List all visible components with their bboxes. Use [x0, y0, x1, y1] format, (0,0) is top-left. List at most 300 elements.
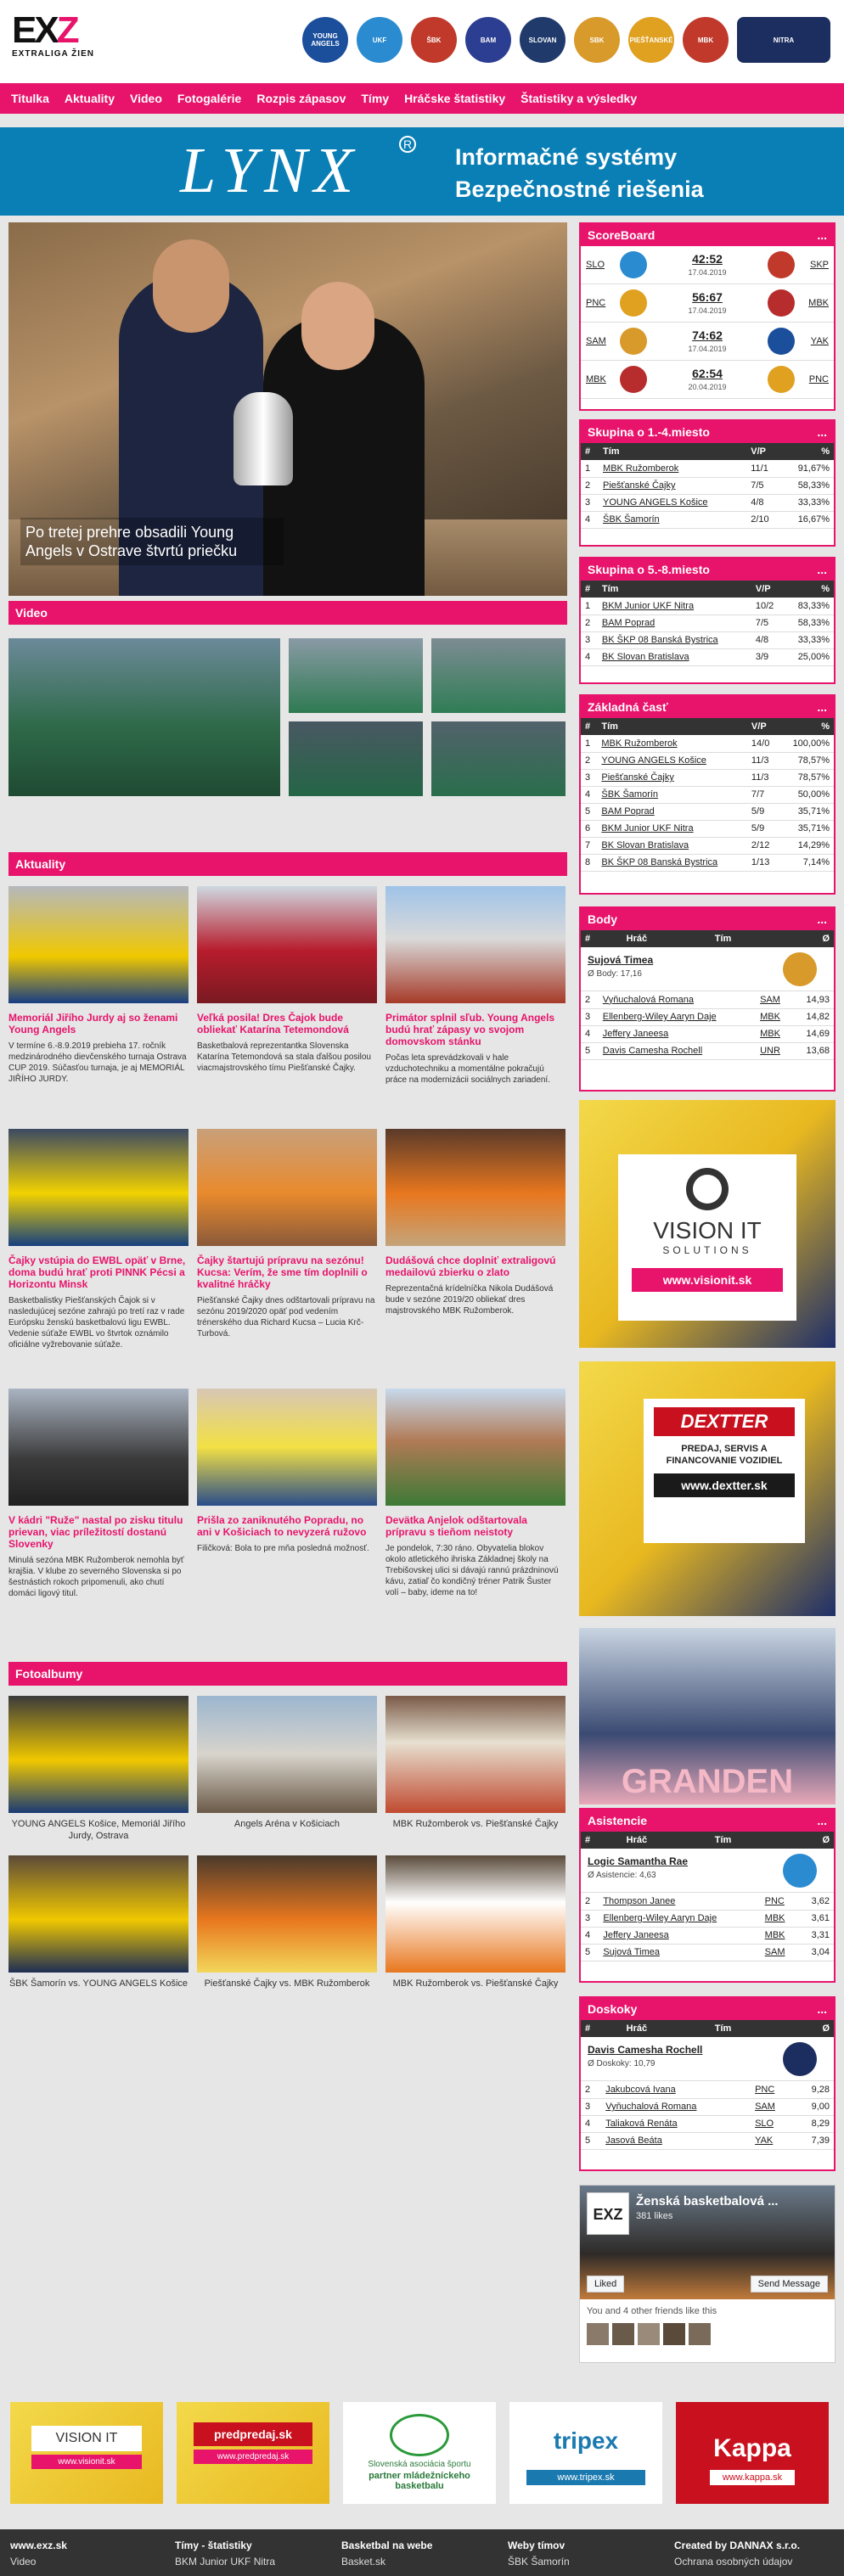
- leader-name[interactable]: Logic Samantha Rae: [588, 1855, 689, 1867]
- footer-col: [508, 2540, 570, 2568]
- team-link[interactable]: ŠBK Šamorín: [599, 511, 746, 528]
- album-item[interactable]: [385, 1855, 565, 1990]
- cell: 3,31: [798, 1927, 834, 1944]
- album-title[interactable]: Piešťanské Čajky vs. MBK Ružomberok: [204, 1978, 370, 1989]
- score[interactable]: 62:54: [692, 367, 723, 380]
- team-link[interactable]: BAM Poprad: [598, 615, 751, 631]
- leader-stat: Ø Doskoky: 10,79: [588, 2059, 656, 2068]
- avatar[interactable]: [689, 2323, 711, 2345]
- album-title[interactable]: MBK Ružomberok vs. Piešťanské Čajky: [392, 1978, 559, 1989]
- player-link[interactable]: Taliaková Renáta: [601, 2115, 751, 2132]
- col-team: Tím: [711, 930, 786, 947]
- news-title[interactable]: Primátor splnil sľub. Young Angels budú hrať zápasy vo svojom domovskom stánku: [385, 1012, 555, 1047]
- col-player: Hráč: [622, 930, 711, 947]
- team-link[interactable]: MBK Ružomberok: [597, 735, 747, 752]
- col-vp: V/P: [747, 718, 779, 735]
- player-link[interactable]: Sujová Timea: [599, 1944, 760, 1961]
- cell: 4/8: [751, 631, 785, 648]
- cell: 25,00%: [785, 648, 834, 665]
- team-link[interactable]: SAM: [751, 2098, 794, 2115]
- score-cell: [647, 252, 768, 278]
- nav-hracske-statistiky[interactable]: Hráčske štatistiky: [404, 92, 506, 105]
- table-row: [581, 648, 834, 665]
- player-link[interactable]: Thompson Janee: [599, 1893, 760, 1910]
- logo-subtitle: EXTRALIGA ŽIEN: [12, 49, 94, 59]
- team-logo: [783, 1854, 817, 1888]
- table-row: [581, 786, 834, 803]
- cell: 4: [581, 1927, 599, 1944]
- home-team[interactable]: PNC: [586, 298, 606, 308]
- cell: 11/3: [747, 752, 779, 769]
- col-num: #: [581, 443, 599, 460]
- album-item[interactable]: [197, 1696, 377, 1830]
- cell: 7,14%: [779, 854, 834, 871]
- news-item[interactable]: [8, 886, 188, 1085]
- leader-name[interactable]: Sujová Timea: [588, 954, 654, 966]
- footer-link[interactable]: Ochrana osobných údajov: [674, 2556, 793, 2568]
- news-item[interactable]: [197, 1129, 377, 1339]
- cell: 14/0: [747, 735, 779, 752]
- scoreboard-header: [581, 224, 834, 246]
- video-thumb[interactable]: [289, 721, 423, 796]
- club-logo-sbk[interactable]: ŠBK: [411, 17, 457, 63]
- footer-col-title[interactable]: Weby tímov: [508, 2540, 565, 2551]
- standings-table: [581, 581, 834, 666]
- score[interactable]: 56:67: [692, 290, 723, 304]
- logo-mark: EXZ: [12, 9, 77, 51]
- widget-more[interactable]: ...: [817, 700, 827, 714]
- footer-link[interactable]: Basket.sk: [341, 2556, 386, 2568]
- cell: 3: [581, 1910, 599, 1927]
- cell: 3/9: [751, 648, 785, 665]
- banner-line2: Bezpečnostné riešenia: [455, 177, 704, 202]
- away-team[interactable]: SKP: [809, 260, 829, 270]
- footer-col: [341, 2540, 432, 2568]
- col-team: Tím: [597, 718, 747, 735]
- widget-more[interactable]: ...: [817, 563, 827, 576]
- widget-more[interactable]: ...: [817, 912, 827, 926]
- table-row: [581, 752, 834, 769]
- news-text: Filičková: Bola to pre mňa posledná možnosť.: [197, 1544, 369, 1553]
- footer-ad-sport[interactable]: [343, 2402, 496, 2504]
- team-link[interactable]: PNC: [751, 2081, 794, 2098]
- cell: 4: [581, 511, 599, 528]
- nav-rozpis[interactable]: Rozpis zápasov: [256, 92, 346, 105]
- cell: 3: [581, 2098, 601, 2115]
- banner-line1: Informačné systémy: [455, 144, 678, 170]
- vision-it-brand: VISION IT: [653, 1217, 762, 1243]
- album-image[interactable]: [197, 1696, 377, 1813]
- home-team[interactable]: SLO: [586, 260, 605, 270]
- news-title[interactable]: Čajky vstúpia do EWBL opäť v Brne, doma budú hrať proti PINNK Pécsi a Horizontu Minsk: [8, 1254, 186, 1290]
- album-item[interactable]: [385, 1696, 565, 1830]
- avatar[interactable]: [587, 2323, 609, 2345]
- footer-ad-predpredaj[interactable]: [177, 2402, 329, 2504]
- team-link[interactable]: BK Slovan Bratislava: [598, 648, 751, 665]
- album-item[interactable]: [197, 1855, 377, 1990]
- team-link[interactable]: MBK: [756, 1008, 793, 1025]
- album-image[interactable]: [197, 1855, 377, 1973]
- video-thumb[interactable]: [431, 638, 565, 713]
- game-date: 17.04.2019: [688, 306, 727, 315]
- cell: 6: [581, 820, 597, 837]
- club-logo-ukf[interactable]: UKF: [357, 17, 402, 63]
- cell: 3: [581, 769, 597, 786]
- regular-season-widget: [579, 694, 836, 895]
- table-row: [581, 631, 834, 648]
- team-link[interactable]: Piešťanské Čajky: [597, 769, 747, 786]
- footer-ad-kappa[interactable]: [676, 2402, 829, 2504]
- table-row: [581, 2132, 834, 2149]
- news-item[interactable]: [197, 886, 377, 1074]
- news-title[interactable]: Devätka Anjelok odštartovala prípravu s tieňom neistoty: [385, 1514, 527, 1538]
- table-row: [581, 477, 834, 494]
- club-logo-mbk[interactable]: MBK: [683, 17, 729, 63]
- hero-slide[interactable]: [8, 222, 567, 596]
- album-image[interactable]: [8, 1696, 188, 1813]
- dextter-ad[interactable]: [579, 1361, 836, 1616]
- album-title[interactable]: ŠBK Šamorín vs. YOUNG ANGELS Košice: [8, 1978, 188, 1989]
- facebook-send-button[interactable]: Send Message: [751, 2276, 828, 2293]
- news-image[interactable]: [197, 1389, 377, 1506]
- cell: 2: [581, 991, 599, 1008]
- nav-statistiky-vysledky[interactable]: Štatistiky a výsledky: [520, 92, 638, 105]
- cell: 2: [581, 615, 598, 631]
- team-link[interactable]: ŠBK Šamorín: [597, 786, 747, 803]
- cell: 7/7: [747, 786, 779, 803]
- team-photo-ad[interactable]: [579, 1628, 836, 1804]
- video-section: [8, 601, 567, 625]
- avatar[interactable]: [638, 2323, 660, 2345]
- team-link[interactable]: MBK: [761, 1910, 799, 1927]
- news-image[interactable]: [197, 1129, 377, 1246]
- table-row: [581, 511, 834, 528]
- news-item[interactable]: [385, 1129, 565, 1316]
- col-team: Tím: [711, 1832, 786, 1849]
- album-item[interactable]: [8, 1696, 188, 1842]
- widget-more[interactable]: ...: [817, 1814, 827, 1827]
- footer-ad-title: VISION IT: [31, 2426, 142, 2451]
- footer-col-title[interactable]: www.exz.sk: [10, 2540, 67, 2551]
- widget-more[interactable]: ...: [817, 2002, 827, 2016]
- club-logo-samorin[interactable]: SBK: [574, 17, 620, 63]
- footer-ad-title: tripex: [553, 2427, 619, 2454]
- away-team[interactable]: YAK: [810, 336, 829, 346]
- team-link[interactable]: UNR: [756, 1042, 793, 1059]
- album-title[interactable]: MBK Ružomberok vs. Piešťanské Čajky: [392, 1819, 559, 1829]
- cell: 4/8: [746, 494, 781, 511]
- team-link[interactable]: MBK: [756, 1025, 793, 1042]
- cell: 78,57%: [779, 769, 834, 786]
- album-title[interactable]: YOUNG ANGELS Košice, Memoriál Jiřího Jurdy, Ostrava: [11, 1819, 186, 1841]
- footer-ad-tripex[interactable]: [509, 2402, 662, 2504]
- team-link[interactable]: BK ŠKP 08 Banská Bystrica: [598, 631, 751, 648]
- leader-card[interactable]: [581, 1849, 834, 1893]
- facebook-page-logo[interactable]: EXZ: [587, 2192, 629, 2235]
- footer-ad-vision[interactable]: [10, 2402, 163, 2504]
- widget-header: [581, 1998, 834, 2020]
- team-link[interactable]: BAM Poprad: [597, 803, 747, 820]
- news-image[interactable]: [385, 886, 565, 1003]
- widget-title[interactable]: Doskoky: [588, 2002, 638, 2016]
- away-team[interactable]: PNC: [808, 374, 829, 384]
- team-link[interactable]: BK Slovan Bratislava: [597, 837, 747, 854]
- nav-fotogalerie[interactable]: Fotogalérie: [177, 92, 242, 105]
- club-logo-bam[interactable]: BAM: [465, 17, 511, 63]
- away-team[interactable]: MBK: [808, 298, 829, 308]
- news-title[interactable]: V kádri "Ruže" nastal po zisku titulu prievan, viac príležitostí dostanú Slovenky: [8, 1514, 183, 1550]
- cell: 4: [581, 786, 597, 803]
- news-text: Počas leta sprevádzkovali v hale vzduchotechniku a momentálne pokračujú práce na modernizácii sociálnych zariadení.: [385, 1053, 550, 1085]
- cell: 1/13: [747, 854, 779, 871]
- news-title[interactable]: Veľká posila! Dres Čajok bude obliekať Katarína Tetemondová: [197, 1012, 349, 1035]
- club-logo-slovan[interactable]: SLOVAN: [520, 17, 565, 63]
- widget-title[interactable]: Skupina o 1.-4.miesto: [588, 425, 710, 439]
- cell: 78,57%: [779, 752, 834, 769]
- avatar[interactable]: [612, 2323, 634, 2345]
- home-team[interactable]: SAM: [586, 336, 606, 346]
- cell: 50,00%: [779, 786, 834, 803]
- game-date: 17.04.2019: [688, 345, 727, 353]
- cell: 3,61: [798, 1910, 834, 1927]
- news-title[interactable]: Memoriál Jiřího Jurdy aj so ženami Young Angels: [8, 1012, 178, 1035]
- table-row: [581, 460, 834, 477]
- cell: 2: [581, 477, 599, 494]
- site-logo[interactable]: [12, 9, 131, 59]
- col-avg: Ø: [786, 930, 834, 947]
- widget-header: [581, 421, 834, 443]
- cell: 2: [581, 752, 597, 769]
- footer-ad-sub: www.visionit.sk: [31, 2455, 142, 2469]
- cell: 8,29: [794, 2115, 834, 2132]
- widget-title[interactable]: Asistencie: [588, 1814, 648, 1827]
- cell: 11/1: [746, 460, 781, 477]
- team-link[interactable]: SAM: [756, 991, 793, 1008]
- leaders-table: [581, 1893, 834, 1961]
- dextter-text: PREDAJ, SERVIS A FINANCOVANIE VOZIDIEL: [666, 1444, 783, 1466]
- home-logo: [620, 328, 647, 355]
- widget-title[interactable]: Základná časť: [588, 700, 668, 714]
- cell: 35,71%: [779, 820, 834, 837]
- player-link[interactable]: Jeffery Janeesa: [599, 1025, 756, 1042]
- lynx-logo: LYNX: [180, 135, 361, 206]
- score-row[interactable]: [581, 246, 834, 284]
- album-title[interactable]: Angels Aréna v Košiciach: [234, 1819, 340, 1829]
- player-link[interactable]: Vyňuchalová Romana: [599, 991, 756, 1008]
- facebook-page-name[interactable]: Ženská basketbalová ...: [636, 2194, 779, 2208]
- facebook-cover[interactable]: [580, 2186, 835, 2299]
- footer-col: [10, 2540, 67, 2568]
- news-title[interactable]: Prišla zo zaniknutého Popradu, no ani v Košiciach to nevyzerá ružovo: [197, 1514, 367, 1538]
- cell: 5/9: [747, 803, 779, 820]
- vision-it-ad[interactable]: [579, 1100, 836, 1348]
- news-image[interactable]: [385, 1129, 565, 1246]
- rebounds-leaders-widget: [579, 1996, 836, 2171]
- news-image[interactable]: [197, 886, 377, 1003]
- team-link[interactable]: YOUNG ANGELS Košice: [599, 494, 746, 511]
- table-row: [581, 1042, 834, 1059]
- player-link[interactable]: Jasová Beáta: [601, 2132, 751, 2149]
- away-logo: [768, 366, 795, 393]
- cell: 100,00%: [779, 735, 834, 752]
- news-text: Basketbalová reprezentantka Slovenska Katarína Tetemondová sa stala ďalšou posilou viacmajstrovského tímu Piešťanské Čajky.: [197, 1041, 371, 1073]
- album-image[interactable]: [385, 1696, 565, 1813]
- widget-more[interactable]: ...: [817, 425, 827, 439]
- club-logo-young-angels[interactable]: YOUNG ANGELS: [302, 17, 348, 63]
- news-item[interactable]: [385, 886, 565, 1086]
- col-num: #: [581, 581, 598, 598]
- scoreboard-more[interactable]: ...: [817, 228, 827, 242]
- score-cell: [647, 367, 768, 392]
- cell: 2: [581, 2081, 601, 2098]
- widget-header: [581, 696, 834, 718]
- team-link[interactable]: SLO: [751, 2115, 794, 2132]
- footer-link[interactable]: BKM Junior UKF Nitra: [175, 2556, 276, 2568]
- hero-caption[interactable]: Po tretej prehre obsadili Young Angels v Ostrave štvrtú priečku: [20, 518, 284, 565]
- nav-timy[interactable]: Tímy: [361, 92, 390, 105]
- cell: 14,93: [793, 991, 834, 1008]
- leader-name[interactable]: Davis Camesha Rochell: [588, 2044, 703, 2056]
- team-link[interactable]: Piešťanské Čajky: [599, 477, 746, 494]
- widget-title[interactable]: Skupina o 5.-8.miesto: [588, 563, 710, 576]
- home-logo: [620, 251, 647, 278]
- club-logo-piestanske[interactable]: PIEŠŤANSKÉ: [628, 17, 674, 63]
- col-num: #: [581, 930, 622, 947]
- widget-title[interactable]: Body: [588, 912, 617, 926]
- news-image[interactable]: [8, 1129, 188, 1246]
- footer-ad-title: Slovenská asociácia športu: [368, 2460, 471, 2469]
- footer-ad-sub: www.tripex.sk: [526, 2470, 645, 2485]
- team-link[interactable]: SAM: [761, 1944, 799, 1961]
- cell: 3: [581, 631, 598, 648]
- team-link[interactable]: YAK: [751, 2132, 794, 2149]
- footer-link[interactable]: ŠBK Šamorín: [508, 2556, 570, 2568]
- table-row: [581, 598, 834, 615]
- video-thumb[interactable]: [431, 721, 565, 796]
- cell: 5/9: [747, 820, 779, 837]
- club-logo-nitra[interactable]: NITRA: [737, 17, 830, 63]
- dextter-url[interactable]: www.dextter.sk: [654, 1473, 795, 1497]
- team-link[interactable]: MBK Ružomberok: [599, 460, 746, 477]
- footer-ad-sub: www.kappa.sk: [710, 2470, 795, 2485]
- nav-titulka[interactable]: Titulka: [11, 92, 49, 105]
- table-row: [581, 837, 834, 854]
- group-5-8-widget: [579, 557, 836, 684]
- facebook-liked-button[interactable]: Liked: [587, 2276, 624, 2293]
- player-link[interactable]: Ellenberg-Wiley Aaryn Daje: [599, 1910, 760, 1927]
- team-logo: [783, 2042, 817, 2076]
- team-link[interactable]: MBK: [761, 1927, 799, 1944]
- widget-header: [581, 558, 834, 581]
- footer-col-title[interactable]: Basketbal na webe: [341, 2540, 433, 2551]
- away-logo: [768, 251, 795, 278]
- footer-col-title[interactable]: Tímy - štatistiky: [175, 2540, 252, 2551]
- leader-card[interactable]: [581, 947, 834, 991]
- scoreboard-title[interactable]: ScoreBoard: [588, 228, 656, 242]
- leaders-table: [581, 2081, 834, 2150]
- news-item[interactable]: [8, 1389, 188, 1599]
- video-heading[interactable]: Video: [8, 601, 567, 625]
- footer-col-title[interactable]: Created by DANNAX s.r.o.: [674, 2540, 801, 2551]
- cell: 4: [581, 1025, 599, 1042]
- cell: 14,82: [793, 1008, 834, 1025]
- news-heading[interactable]: Aktuality: [8, 852, 567, 876]
- home-team[interactable]: MBK: [586, 374, 606, 384]
- table-row: [581, 494, 834, 511]
- video-thumb-main[interactable]: [8, 638, 280, 796]
- widget-header: [581, 908, 834, 930]
- cell: 83,33%: [785, 598, 834, 615]
- col-team: Tím: [711, 2020, 786, 2037]
- team-logo: [783, 952, 817, 986]
- albums-heading[interactable]: Fotoalbumy: [8, 1662, 567, 1686]
- album-image[interactable]: [385, 1855, 565, 1973]
- col-vp: V/P: [746, 443, 781, 460]
- friend-avatars: [580, 2323, 835, 2345]
- news-text: Piešťanské Čajky dnes odštartovali prípravu na sezónu 2019/2020 opäť pod vedením trénerského dua Richard Kucsa – Lucia Krč-Turbová.: [197, 1296, 375, 1339]
- leader-stat: Ø Body: 17,16: [588, 969, 642, 979]
- scoreboard-widget: [579, 222, 836, 411]
- player-link[interactable]: Ellenberg-Wiley Aaryn Daje: [599, 1008, 756, 1025]
- news-title[interactable]: Dudášová chce doplniť extraligovú medailovú zbierku o zlato: [385, 1254, 556, 1278]
- score-row[interactable]: [581, 361, 834, 399]
- score-row[interactable]: [581, 323, 834, 361]
- album-image[interactable]: [8, 1855, 188, 1973]
- avatar[interactable]: [663, 2323, 685, 2345]
- news-image[interactable]: [8, 1389, 188, 1506]
- player-link[interactable]: Jeffery Janeesa: [599, 1927, 760, 1944]
- news-item[interactable]: [8, 1129, 188, 1350]
- news-image[interactable]: [8, 886, 188, 1003]
- player-link[interactable]: Davis Camesha Rochell: [599, 1042, 756, 1059]
- lynx-banner[interactable]: [0, 127, 844, 216]
- news-text: Reprezentačná krídelníčka Nikola Dudášová bude v sezóne 2019/20 obliekať dres majstrovského MBK Ružomberok.: [385, 1284, 554, 1316]
- album-item[interactable]: [8, 1855, 188, 1990]
- score-row[interactable]: [581, 284, 834, 323]
- vision-it-url[interactable]: www.visionit.sk: [632, 1268, 783, 1292]
- team-link[interactable]: BK ŠKP 08 Banská Bystrica: [597, 854, 747, 871]
- table-row: [581, 1025, 834, 1042]
- player-link[interactable]: Vyňuchalová Romana: [601, 2098, 751, 2115]
- video-thumb[interactable]: [289, 638, 423, 713]
- team-link[interactable]: BKM Junior UKF Nitra: [597, 820, 747, 837]
- team-link[interactable]: PNC: [761, 1893, 799, 1910]
- table-row: [581, 2115, 834, 2132]
- footer-link[interactable]: Video: [10, 2556, 37, 2568]
- team-link[interactable]: BKM Junior UKF Nitra: [598, 598, 751, 615]
- nav-aktuality[interactable]: Aktuality: [64, 92, 115, 105]
- cell: 3,04: [798, 1944, 834, 1961]
- facebook-friends-text: You and 4 other friends like this: [587, 2306, 717, 2316]
- col-team: Tím: [599, 443, 746, 460]
- score[interactable]: 74:62: [692, 328, 723, 342]
- player-link[interactable]: Jakubcová Ivana: [601, 2081, 751, 2098]
- main-nav: [0, 83, 844, 114]
- news-item[interactable]: [197, 1389, 377, 1554]
- footer-ad-sub: www.predpredaj.sk: [194, 2450, 312, 2464]
- nav-video[interactable]: Video: [130, 92, 162, 105]
- col-num: #: [581, 2020, 622, 2037]
- news-title[interactable]: Čajky štartujú prípravu na sezónu! Kucsa: Verím, že sme tím doplnili o kvalitné hráčky: [197, 1254, 368, 1290]
- news-image[interactable]: [385, 1389, 565, 1506]
- leaders-header: [581, 930, 834, 947]
- dextter-brand: DEXTTER: [654, 1407, 795, 1436]
- news-item[interactable]: [385, 1389, 565, 1598]
- leader-card[interactable]: [581, 2037, 834, 2081]
- table-row: [581, 615, 834, 631]
- score[interactable]: 42:52: [692, 252, 723, 266]
- team-link[interactable]: YOUNG ANGELS Košice: [597, 752, 747, 769]
